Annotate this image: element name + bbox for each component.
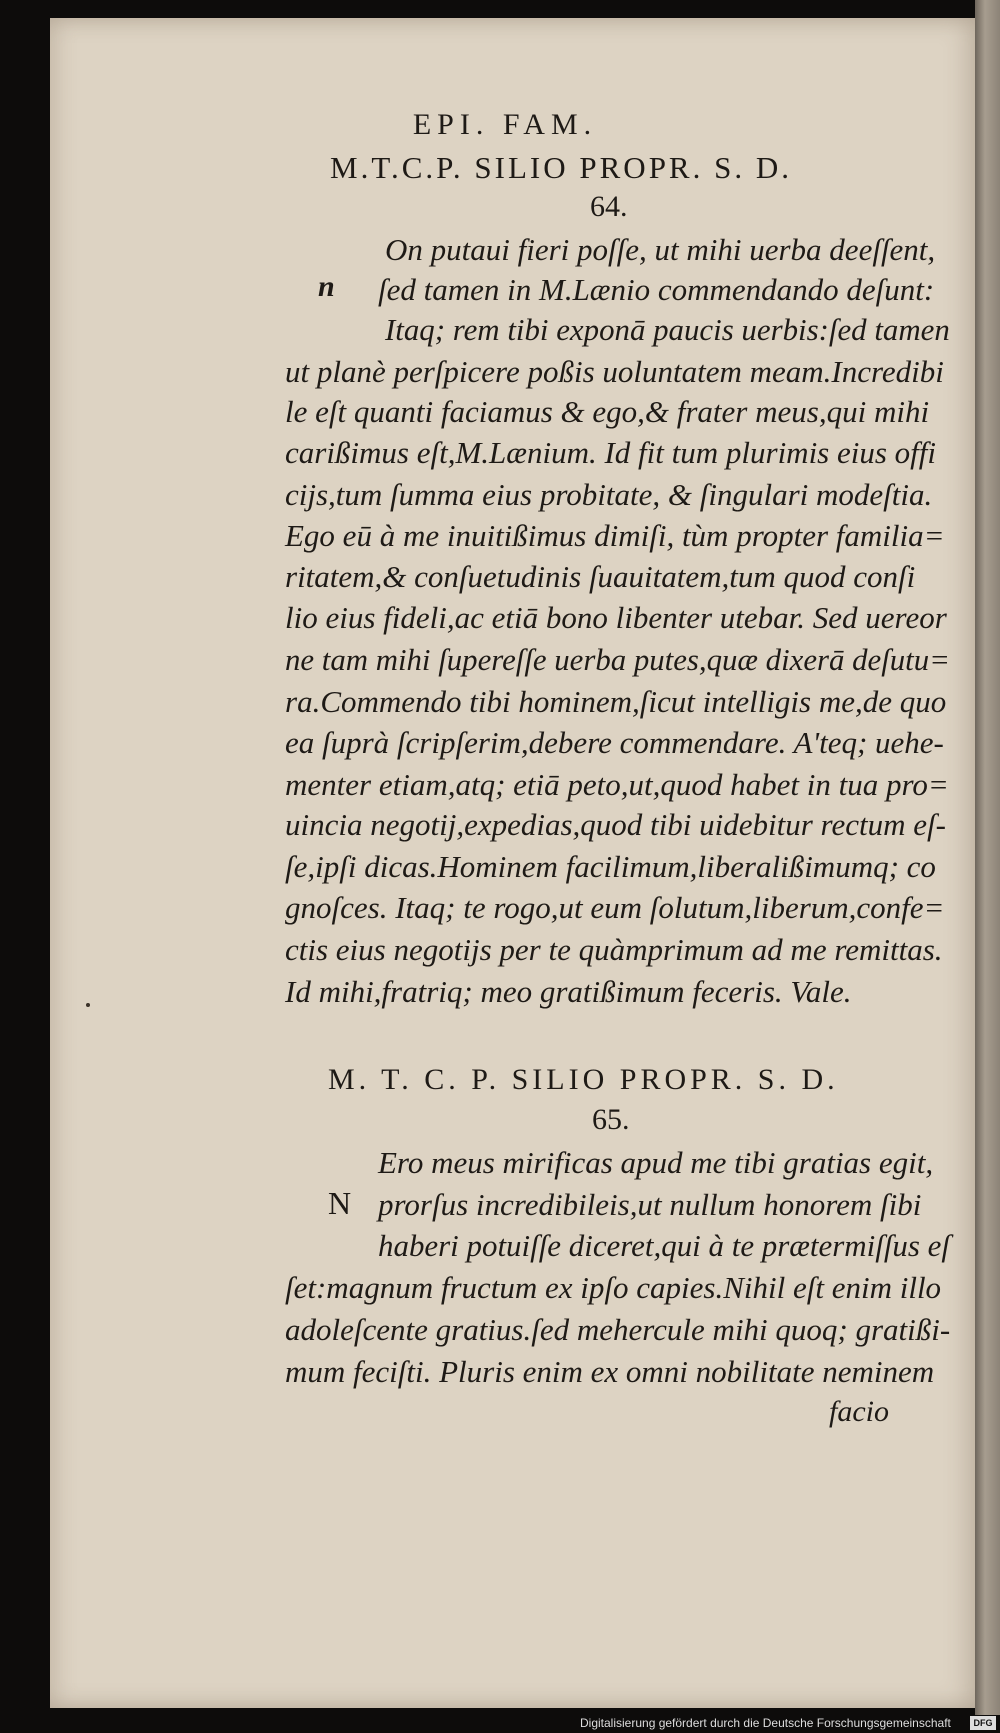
letter-64-initial: n: [318, 270, 335, 303]
text-line: On putaui fieri poſſe, ut mihi uerba deeſſent,: [385, 232, 936, 267]
text-line: Itaq; rem tibi exponā paucis uerbis:ſed tamen: [385, 312, 950, 347]
text-line: gnoſces. Itaq; te rogo,ut eum ſolutum,liberum,confe=: [285, 890, 945, 925]
catchword: facio: [829, 1395, 889, 1428]
text-line: mum feciſti. Pluris enim ex omni nobilitate neminem: [285, 1354, 935, 1389]
text-line: uincia negotij,expedias,quod tibi uidebitur rectum eſ-: [285, 807, 946, 842]
text-line: ne tam mihi ſupereſſe uerba putes,quæ dixerā deſutu=: [285, 642, 950, 677]
text-line: Ero meus mirificas apud me tibi gratias egit,: [378, 1145, 934, 1180]
letter-64-number: 64.: [590, 190, 628, 223]
text-line: ctis eius negotijs per te quàmprimum ad me remittas.: [285, 932, 943, 967]
text-line: adoleſcente gratius.ſed mehercule mihi quoq; gratißi-: [285, 1312, 951, 1347]
text-line: menter etiam,atq; etiā peto,ut,quod habet in tua pro=: [285, 767, 949, 802]
text-line: Id mihi,fratriq; meo gratißimum feceris. Vale.: [285, 974, 852, 1009]
text-line: ſe,ipſi dicas.Hominem facilimum,liberalißimumq; co: [285, 849, 936, 884]
letter-65-title: M. T. C. P. SILIO PROPR. S. D.: [328, 1063, 839, 1096]
page-edge: [975, 0, 1000, 1715]
footer-credit: Digitalisierung gefördert durch die Deutsche Forschungsgemeinschaft: [580, 1716, 951, 1730]
text-line: ſed tamen in M.Lænio commendando deſunt:: [378, 272, 935, 307]
running-head: EPI. FAM.: [412, 108, 598, 141]
text-line: haberi potuiſſe diceret,qui à te prætermiſſus eſ: [378, 1228, 950, 1263]
text-line: carißimus eſt,M.Lænium. Id fit tum plurimis eius offi: [285, 435, 937, 470]
letter-65-number: 65.: [592, 1103, 630, 1136]
letter-64-title: M.T.C.P. SILIO PROPR. S. D.: [330, 150, 792, 185]
text-line: le eſt quanti faciamus & ego,& frater meus,qui mihi: [285, 394, 930, 429]
text-line: Ego eū à me inuitißimus dimiſi, tùm propter familia=: [285, 518, 945, 553]
text-line: prorſus incredibileis,ut nullum honorem ſibi: [378, 1187, 922, 1222]
text-line: ut planè perſpicere poßis uoluntatem meam.Incredibi: [285, 354, 944, 389]
text-line: ea ſuprà ſcripſerim,debere commendare. A'teq; uehe-: [285, 725, 944, 760]
letter-65-initial: N: [328, 1185, 352, 1221]
text-line: cijs,tum ſumma eius probitate, & ſingulari modeſtia.: [285, 477, 933, 512]
text-line: lio eius fideli,ac etiā bono libenter utebar. Sed uereor: [285, 600, 947, 635]
paper-speck: [86, 1003, 90, 1007]
dfg-logo: DFG: [970, 1716, 996, 1730]
text-line: ſet:magnum fructum ex ipſo capies.Nihil eſt enim illo: [285, 1270, 942, 1305]
text-line: ritatem,& conſuetudinis ſuauitatem,tum quod conſi: [285, 559, 916, 594]
text-line: ra.Commendo tibi hominem,ſicut intelligis me,de quo: [285, 684, 947, 719]
